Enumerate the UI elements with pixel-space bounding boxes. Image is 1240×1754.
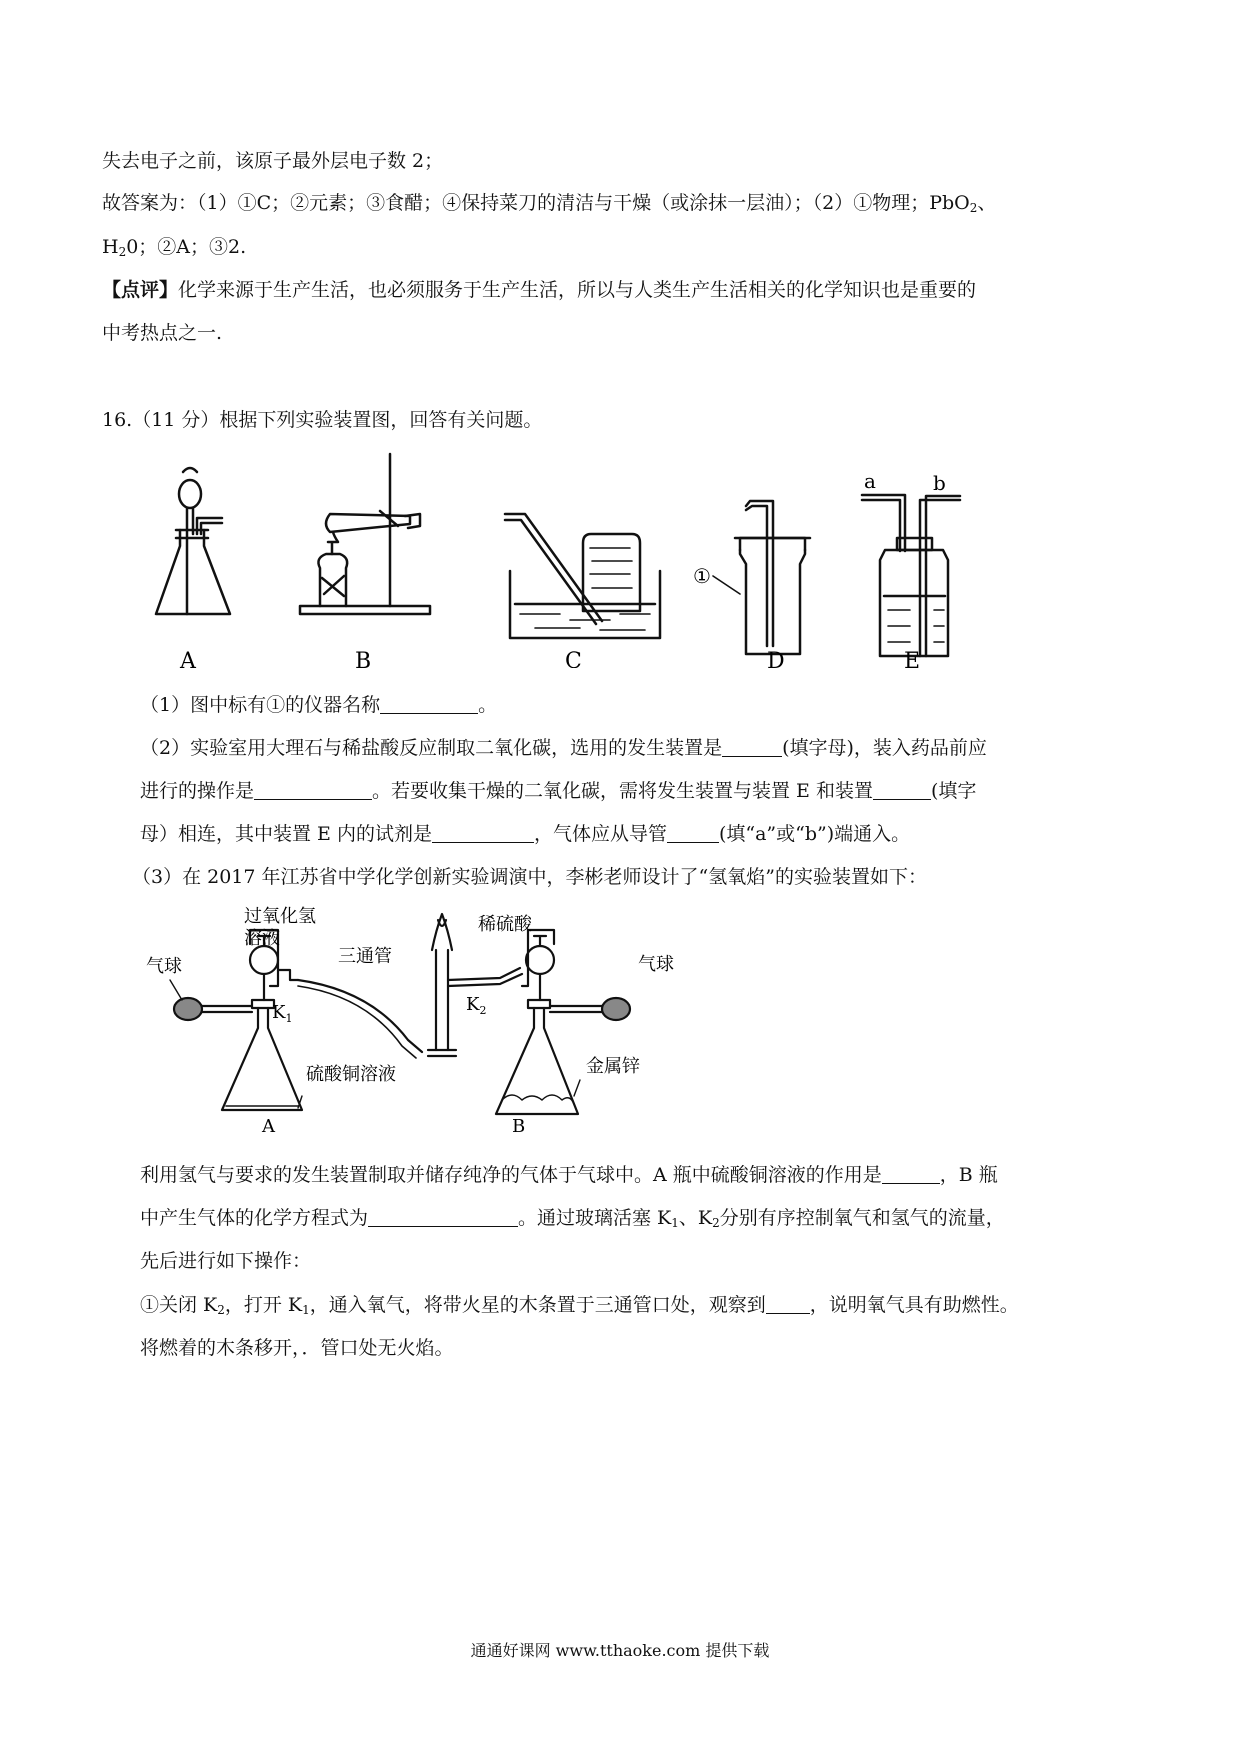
part-5-line-2: 将燃着的木条移开，．管口处无火焰。: [140, 1337, 454, 1359]
marker-1: ①: [693, 564, 711, 588]
comment-line-2: 中考热点之一.: [102, 322, 223, 344]
apparatus-e: [862, 495, 960, 656]
page-footer: 通通好课网 www.tthaoke.com 提供下载: [470, 1641, 770, 1660]
question-text: （2）实验室用大理石与稀盐酸反应制取二氧化碳，选用的发生装置是: [140, 737, 723, 759]
part-2-line-2: [140, 776, 976, 803]
part-5-line-1: [140, 1290, 1019, 1317]
question-text: 利用氢气与要求的发生装置制取并储存纯净的气体于气球中。A 瓶中硫酸铜溶液的作用是: [140, 1164, 882, 1186]
subscript: 2: [712, 1216, 720, 1230]
question-text: ，通入氧气，将带火星的木条置于三通管口处，观察到: [309, 1294, 766, 1316]
question-text: 分别有序控制氧气和氢气的流量，: [719, 1207, 1005, 1229]
flask-b: [496, 930, 630, 1114]
label-d: D: [767, 649, 785, 668]
part-1: [140, 690, 497, 717]
label-k1: $K_1$: [272, 1002, 293, 1025]
answer-blank[interactable]: [873, 781, 931, 800]
subscript: 2: [118, 245, 127, 259]
answer-text: 、: [977, 192, 997, 214]
label-solution: 溶液: [244, 928, 280, 949]
subscript: 1: [671, 1216, 679, 1230]
label-h2o2: 过氧化氢: [244, 906, 316, 927]
label-balloon-left: 气球: [146, 956, 182, 977]
answer-text: H: [102, 236, 119, 258]
part-4-line-3: 先后进行如下操作：: [140, 1250, 312, 1272]
question-text: （1）图中标有①的仪器名称: [140, 694, 381, 716]
answer-blank[interactable]: [722, 738, 782, 757]
answer-blank[interactable]: [432, 824, 534, 843]
tube-label-b: b: [933, 471, 946, 495]
question-text: (填字: [930, 780, 977, 802]
question-text: 。: [478, 694, 498, 716]
tube-label-a: a: [864, 469, 876, 493]
answer-blank[interactable]: [667, 824, 719, 843]
answer-blank[interactable]: [380, 695, 478, 714]
flame-apparatus-figure: [140, 900, 760, 1136]
part-4-line-2: [140, 1203, 1005, 1230]
answer-line-3: [102, 232, 246, 259]
label-balloon-right: 气球: [638, 954, 674, 975]
question-text: 、K: [678, 1207, 713, 1229]
apparatus-figure: [140, 446, 1000, 668]
comment-text: 化学来源于生产生活，也必须服务于生产生活，所以与人类生产生活相关的化学知识也是重要的: [178, 279, 977, 301]
label-flask-a: A: [262, 1116, 275, 1136]
subscript: 2: [217, 1303, 225, 1317]
label-b: B: [355, 649, 372, 668]
label-c: C: [565, 649, 582, 668]
answer-blank[interactable]: [766, 1295, 810, 1314]
apparatus-c: [505, 514, 660, 638]
question-text: 。通过玻璃活塞 K: [518, 1207, 672, 1229]
answer-text: 0；②A；③2.: [126, 236, 247, 258]
rubber-tube: [298, 980, 422, 1052]
question-text: 进行的操作是: [140, 780, 255, 802]
question-text: ，气体应从导管: [533, 823, 667, 845]
label-cuso4: 硫酸铜溶液: [306, 1064, 396, 1085]
label-a: A: [180, 649, 196, 668]
question-text: (填“a”或“b”)端通入。: [718, 823, 911, 845]
apparatus-a: [156, 468, 230, 614]
label-flask-b: B: [512, 1116, 526, 1136]
label-k2: $K_2$: [466, 994, 487, 1017]
answer-blank[interactable]: [254, 781, 372, 800]
part-4-line-1: [140, 1160, 998, 1187]
comment-line-1: [102, 275, 976, 302]
subscript: 2: [969, 201, 978, 215]
answer-blank[interactable]: [882, 1165, 940, 1184]
label-e: E: [904, 649, 921, 668]
three-way-tube: [428, 914, 522, 1056]
answer-text: 故答案为：（1）①C；②元素；③食醋；④保持菜刀的清洁与干燥（或涂抹一层油）；（2）①物理；PbO: [102, 192, 970, 214]
question-title: 16.（11 分）根据下列实验装置图，回答有关问题。: [102, 409, 543, 431]
answer-line-2: [102, 188, 996, 215]
label-three-way: 三通管: [338, 946, 392, 967]
question-text: (填字母)，装入药品前应: [782, 737, 987, 759]
question-text: ，B 瓶: [939, 1164, 998, 1186]
part-2-line-1: [140, 733, 987, 760]
part-3: （3）在 2017 年江苏省中学化学创新实验调演中，李彬老师设计了“氢氧焰”的实验装置如下：: [132, 866, 927, 888]
apparatus-d: [713, 501, 810, 654]
comment-label: 【点评】: [102, 279, 179, 301]
question-text: 母）相连，其中装置 E 内的试剂是: [140, 823, 432, 845]
question-text: ，打开 K: [224, 1294, 303, 1316]
label-dilute-acid: 稀硫酸: [478, 914, 532, 935]
part-2-line-3: [140, 819, 910, 846]
subscript: 1: [302, 1303, 310, 1317]
question-text: ，说明氧气具有助燃性。: [809, 1294, 1019, 1316]
answer-line-1: 失去电子之前，该原子最外层电子数 2；: [102, 150, 444, 172]
question-text: ①关闭 K: [140, 1294, 218, 1316]
apparatus-b: [300, 454, 430, 614]
question-text: 。若要收集干燥的二氧化碳，需将发生装置与装置 E 和装置: [372, 780, 873, 802]
question-text: 中产生气体的化学方程式为: [140, 1207, 369, 1229]
label-zinc: 金属锌: [586, 1056, 640, 1077]
answer-blank[interactable]: [368, 1208, 518, 1227]
